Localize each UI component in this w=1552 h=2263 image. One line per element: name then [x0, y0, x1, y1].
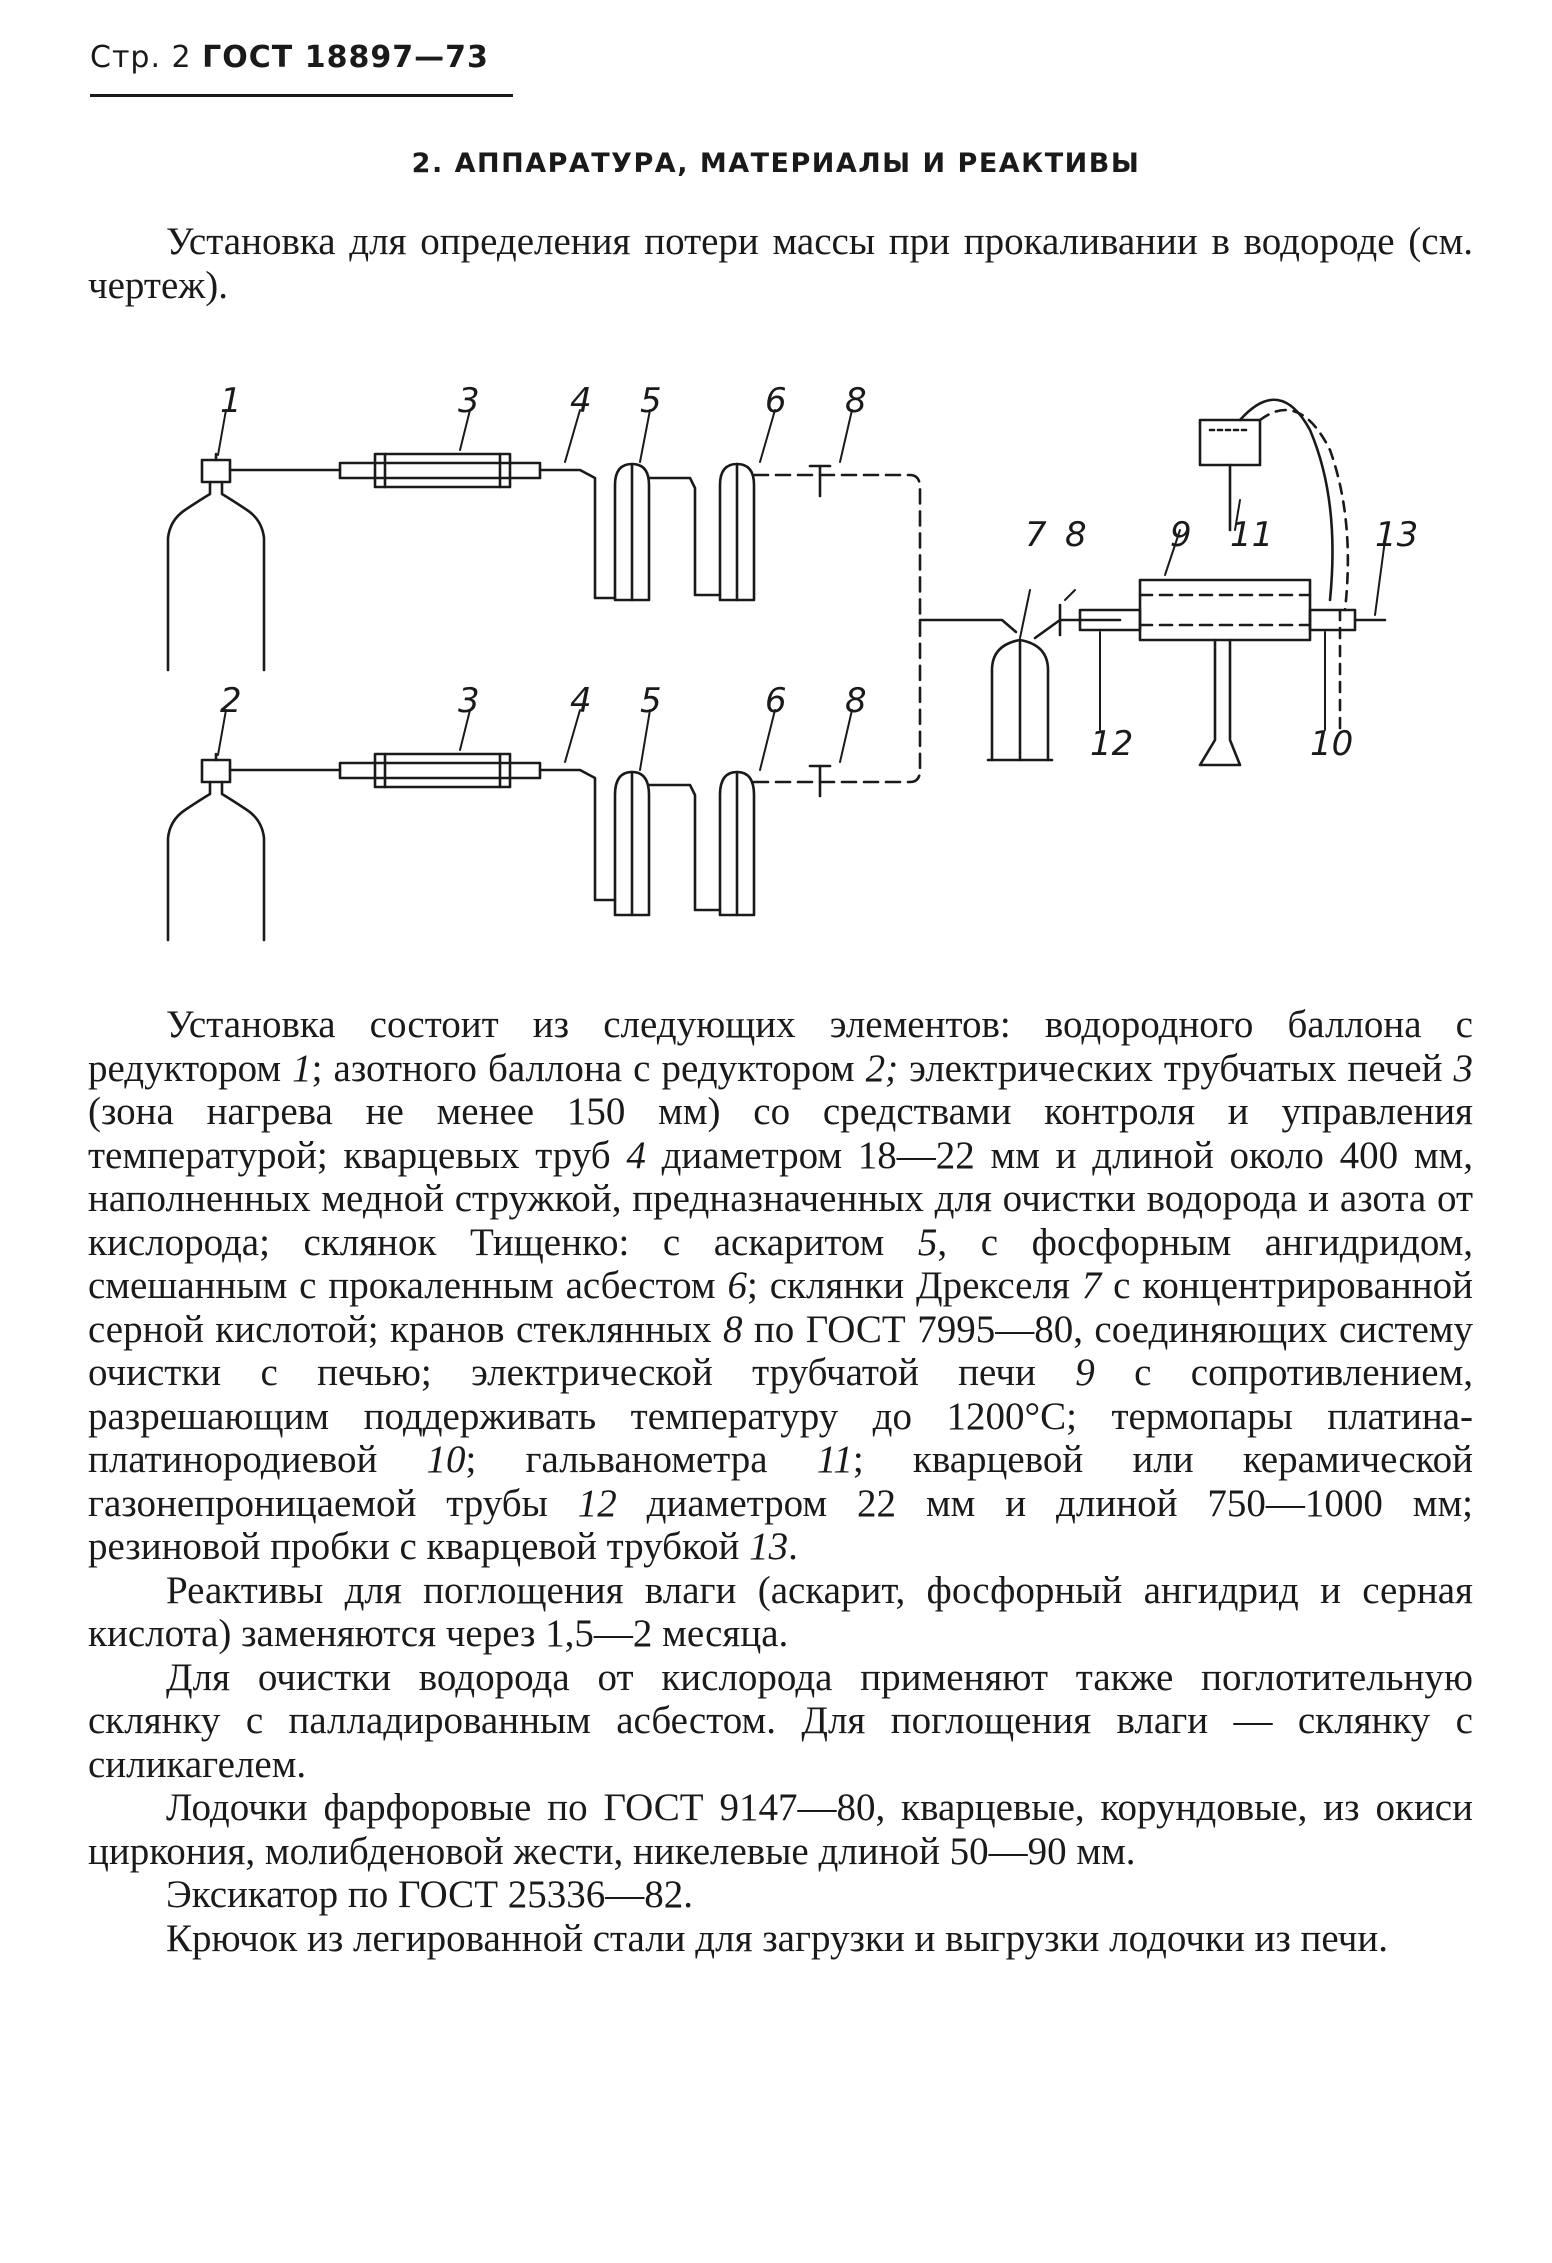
- text-run: диаметром 18—22 мм и длиной около 400 мм, наполненных медной стружкой, предназначенных для очистки водорода и азота от кислорода; склянок Тищенко: с аскаритом: [88, 1133, 1473, 1264]
- item-number: 11: [816, 1438, 853, 1481]
- tube-furnace-upper: [340, 454, 540, 487]
- apparatus-diagram: [140, 370, 1440, 975]
- label-6-lower: 6: [765, 681, 787, 721]
- glass-tap-8-upper: [810, 466, 830, 496]
- label-12: 12: [1090, 724, 1134, 764]
- text-run: электрических трубчатых печей: [898, 1046, 1454, 1090]
- label-5-lower: 5: [640, 681, 662, 721]
- apparatus-description: [88, 1003, 1473, 1960]
- paragraph-purification: Для очистки водорода от кислорода применяют также поглотительную склянку с палладированным асбестом. Для поглощения влаги — склянку с силикагелем.: [88, 1655, 1473, 1786]
- section-title: 2. АППАРАТУРА, МАТЕРИАЛЫ И РЕАКТИВЫ: [411, 148, 1141, 179]
- standard-number: ГОСТ 18897—73: [202, 40, 489, 75]
- label-8-upper: 8: [845, 381, 867, 421]
- intro-paragraph: [88, 220, 1473, 307]
- item-number: 2;: [865, 1046, 899, 1090]
- item-number: 6: [727, 1264, 747, 1307]
- item-number: 7: [1081, 1264, 1102, 1307]
- hydrogen-cylinder: [168, 454, 264, 670]
- label-7: 7: [1025, 515, 1047, 555]
- page-header: [90, 40, 489, 75]
- label-9: 9: [1170, 515, 1192, 555]
- item-number: 10: [426, 1438, 466, 1481]
- drexel-flask-7: [988, 640, 1052, 760]
- text-run: ; склянки Дрекселя: [746, 1264, 1082, 1307]
- text-run: Установка состоит из следующих элементов: водородного баллона с редуктором: [88, 1003, 1473, 1090]
- text-run: диаметром 22 мм и длиной 750—1000 мм; резиновой пробки с кварцевой трубкой: [88, 1481, 1473, 1568]
- intro-text: Установка для определения потери массы при прокаливании в водороде (см. чертеж).: [88, 220, 1473, 307]
- label-4-upper: 4: [570, 381, 592, 421]
- text-run: по ГОСТ 7995—80, соединяющих систему очистки с печью; электрической трубчатой печи: [88, 1307, 1474, 1394]
- label-4-lower: 4: [570, 681, 592, 721]
- tishchenko-flask-6-upper: [720, 464, 754, 600]
- page-number: Стр. 2: [90, 40, 192, 75]
- label-10: 10: [1310, 724, 1354, 764]
- paragraph-hook: Крючок из легированной стали для загрузки и выгрузки лодочки из печи.: [166, 1916, 1388, 1960]
- label-13: 13: [1375, 515, 1419, 555]
- label-6-upper: 6: [765, 381, 787, 421]
- text-run: , с фосфорным ангидридом, смешанным с прокаленным асбестом: [88, 1220, 1474, 1307]
- label-1: 1: [220, 381, 242, 421]
- text-run: с концентрированной серной кислотой; кранов стеклянных: [88, 1264, 1473, 1351]
- label-8-lower: 8: [845, 681, 867, 721]
- label-5-upper: 5: [640, 381, 662, 421]
- item-number: 8: [722, 1307, 743, 1351]
- label-11: 11: [1230, 515, 1274, 555]
- diagram-labels: [220, 381, 1418, 764]
- tishchenko-flask-6-lower: [720, 772, 754, 915]
- paragraph-desiccator: Эксикатор по ГОСТ 25336—82.: [166, 1873, 694, 1916]
- tishchenko-flask-5-upper: [615, 464, 649, 600]
- text-run: (зона нагрева не менее 150 мм) со средствами контроля и управления температурой; кварцевых труб: [88, 1090, 1473, 1177]
- paragraph-boats: Лодочки фарфоровые по ГОСТ 9147—80, кварцевые, корундовые, из окиси циркония, молибденовой жести, никелевые длиной 50—90 мм.: [88, 1786, 1473, 1873]
- tishchenko-flask-5-lower: [615, 772, 649, 915]
- item-number: 13: [749, 1525, 789, 1568]
- text-run: .: [788, 1525, 798, 1568]
- item-number: 1: [292, 1046, 312, 1090]
- label-2: 2: [220, 681, 242, 721]
- text-run: ; кварцевой или керамической газонепроницаемой трубы: [88, 1438, 1474, 1525]
- item-number: 5: [917, 1220, 938, 1264]
- paragraph-reagents: Реактивы для поглощения влаги (аскарит, фосфорный ангидрид и серная кислота) заменяются через 1,5—2 месяца.: [88, 1568, 1473, 1655]
- text-run: ; гальванометра: [465, 1438, 817, 1481]
- text-run: с сопротивлением, разрешающим поддерживать температуру до 1200°С; термопары платина-платинородиевой: [88, 1351, 1473, 1481]
- item-number: 9: [1075, 1351, 1095, 1394]
- galvanometer-11: [1200, 420, 1260, 465]
- item-number: 4: [626, 1133, 646, 1177]
- label-8-furnace: 8: [1065, 515, 1087, 555]
- tube-furnace-lower: [340, 754, 540, 787]
- text-run: ; азотного баллона с редуктором: [311, 1046, 866, 1090]
- item-number: 12: [577, 1481, 617, 1525]
- header-rule: [90, 94, 513, 97]
- label-3-upper: 3: [458, 381, 480, 421]
- paragraph-components: [88, 1003, 1473, 1569]
- nitrogen-cylinder: [168, 754, 264, 940]
- item-number: 3: [1453, 1046, 1474, 1090]
- label-3-lower: 3: [458, 681, 480, 721]
